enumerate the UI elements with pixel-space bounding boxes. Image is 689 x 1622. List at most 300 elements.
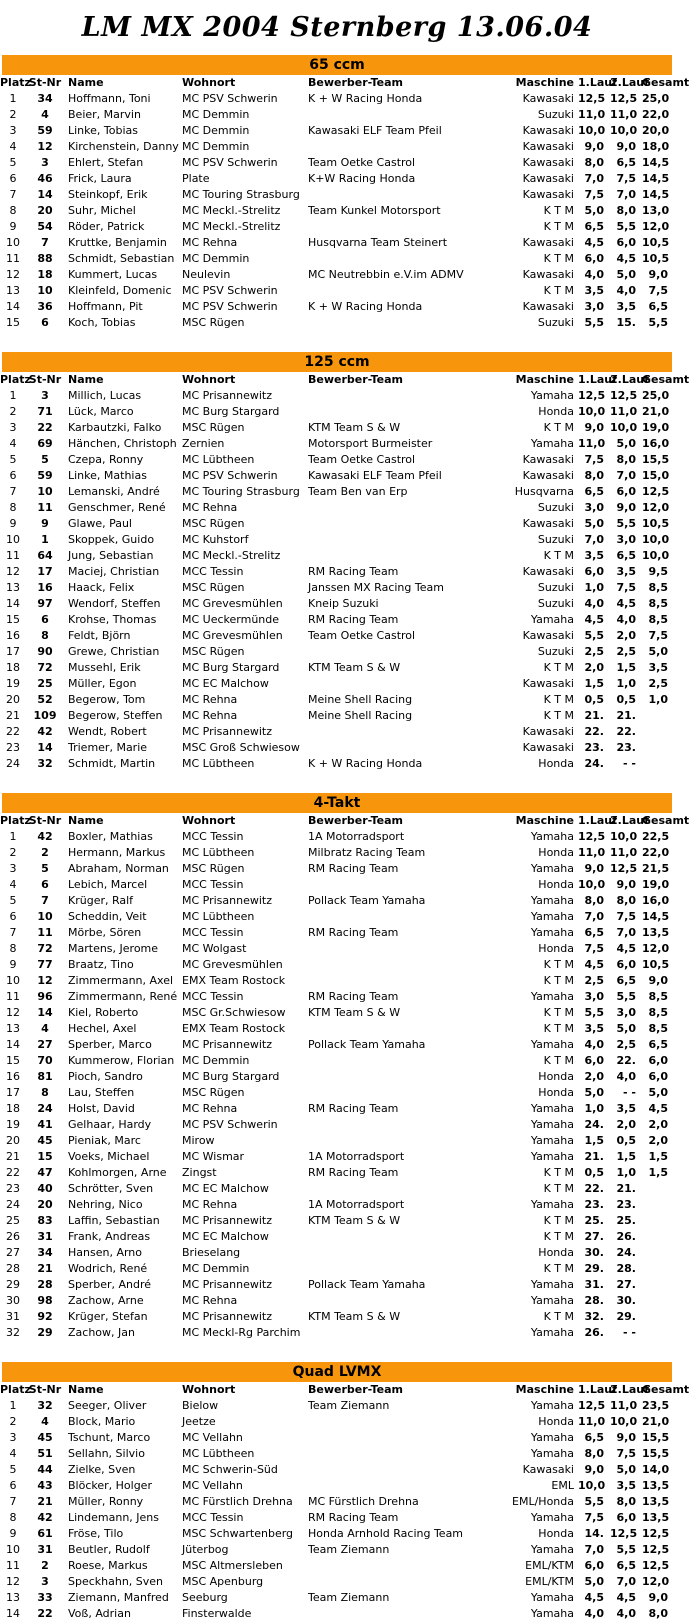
cell-start-number: 17 xyxy=(37,565,53,578)
cell-maschine: Kawasaki xyxy=(522,725,574,738)
cell-wohnort: MSC Rügen xyxy=(182,316,245,329)
cell-team: Pollack Team Yamaha xyxy=(308,1038,426,1051)
cell-name: Wodrich, René xyxy=(68,1262,148,1275)
cell-platz: 4 xyxy=(9,878,17,891)
cell-name: Hoffmann, Pit xyxy=(68,300,143,313)
cell-team: RM Racing Team xyxy=(308,990,399,1003)
table-row xyxy=(0,404,674,420)
cell-name: Karbautzki, Falko xyxy=(68,421,162,434)
cell-wohnort: MSC Rügen xyxy=(182,421,245,434)
table-row xyxy=(0,1229,674,1245)
cell-wohnort: MC Prisannewitz xyxy=(182,389,273,402)
column-header-wohnort: Wohnort xyxy=(182,1383,236,1396)
cell-wohnort: MC Ueckermünde xyxy=(182,613,280,626)
cell-name: Hoffmann, Toni xyxy=(68,92,151,105)
cell-name: Lück, Marco xyxy=(68,405,134,418)
table-header-row xyxy=(0,75,674,91)
cell-name: Kummerow, Florian xyxy=(68,1054,175,1067)
table-row xyxy=(0,660,674,676)
cell-lauf2: - - xyxy=(623,1086,636,1099)
cell-team: RM Racing Team xyxy=(308,565,399,578)
cell-lauf2: 23. xyxy=(616,741,636,754)
cell-name: Schmidt, Sebastian xyxy=(68,252,175,265)
table-row xyxy=(0,724,674,740)
cell-lauf1: 5,5 xyxy=(584,316,604,329)
cell-start-number: 34 xyxy=(37,1246,53,1259)
cell-lauf1: 5,0 xyxy=(584,1086,604,1099)
cell-maschine: K T M xyxy=(543,1262,574,1275)
cell-team xyxy=(306,1229,476,1245)
cell-platz: 24 xyxy=(6,1198,20,1211)
table-row xyxy=(0,1430,674,1446)
cell-team xyxy=(306,1053,476,1069)
cell-lauf2: - - xyxy=(623,1326,636,1339)
cell-team: K + W Racing Honda xyxy=(308,92,423,105)
column-header-wohnort: Wohnort xyxy=(182,76,236,89)
cell-team: 1A Motorradsport xyxy=(308,1198,405,1211)
cell-lauf2: 28. xyxy=(616,1262,636,1275)
column-header-gesamt: Gesamt xyxy=(642,373,689,386)
cell-maschine: Yamaha xyxy=(530,1326,574,1339)
cell-platz: 23 xyxy=(6,741,20,754)
cell-platz: 1 xyxy=(9,389,17,402)
cell-lauf1: 5,0 xyxy=(584,1575,604,1588)
cell-start-number: 3 xyxy=(41,156,49,169)
cell-gesamt: 13,0 xyxy=(642,204,670,217)
cell-start-number: 20 xyxy=(37,1198,53,1211)
cell-lauf1: 2,5 xyxy=(584,645,604,658)
cell-lauf2: 27. xyxy=(616,1278,636,1291)
cell-lauf2: 7,5 xyxy=(616,172,636,185)
cell-platz: 14 xyxy=(6,300,20,313)
cell-lauf2: 21. xyxy=(616,709,636,722)
cell-wohnort: Mirow xyxy=(182,1134,215,1147)
cell-maschine: Honda xyxy=(538,1086,574,1099)
cell-lauf2: 30. xyxy=(616,1294,636,1307)
cell-wohnort: MC Demmin xyxy=(182,108,250,121)
cell-wohnort: MC Prisannewitz xyxy=(182,1278,273,1291)
cell-gesamt: 15,5 xyxy=(642,453,670,466)
cell-gesamt: 14,5 xyxy=(642,156,670,169)
cell-maschine: Yamaha xyxy=(530,1399,574,1412)
column-header-start-number: St-Nr xyxy=(28,814,62,827)
cell-platz: 12 xyxy=(6,268,20,281)
cell-platz: 10 xyxy=(6,533,20,546)
cell-start-number: 41 xyxy=(37,1118,53,1131)
cell-platz: 16 xyxy=(6,629,20,642)
cell-team xyxy=(306,516,476,532)
cell-team xyxy=(306,724,476,740)
cell-team xyxy=(306,1021,476,1037)
cell-maschine: Yamaha xyxy=(530,437,574,450)
cell-wohnort: MC Grevesmühlen xyxy=(182,958,283,971)
cell-maschine: Kawasaki xyxy=(522,188,574,201)
cell-start-number: 9 xyxy=(41,517,49,530)
table-header-row xyxy=(0,813,674,829)
cell-team xyxy=(306,1446,476,1462)
cell-wohnort: MC Rehna xyxy=(182,709,238,722)
cell-start-number: 32 xyxy=(37,1399,53,1412)
table-header-row xyxy=(0,1382,674,1398)
cell-team: KTM Team S & W xyxy=(308,1310,401,1323)
cell-platz: 1 xyxy=(9,1399,17,1412)
table-row xyxy=(0,107,674,123)
cell-lauf2: 8,0 xyxy=(616,204,636,217)
cell-gesamt: 13,5 xyxy=(642,1479,670,1492)
cell-platz: 19 xyxy=(6,677,20,690)
table-row xyxy=(0,1309,674,1325)
cell-team xyxy=(306,548,476,564)
cell-name: Suhr, Michel xyxy=(68,204,136,217)
cell-name: Voeks, Michael xyxy=(68,1150,150,1163)
cell-platz: 2 xyxy=(9,405,17,418)
cell-name: Kleinfeld, Domenic xyxy=(68,284,172,297)
cell-lauf1: 4,5 xyxy=(584,958,604,971)
cell-maschine: Kawasaki xyxy=(522,268,574,281)
cell-lauf1: 6,5 xyxy=(584,485,604,498)
cell-platz: 6 xyxy=(9,910,17,923)
cell-gesamt xyxy=(642,1229,674,1245)
cell-maschine: EML/KTM xyxy=(525,1575,574,1588)
cell-start-number: 25 xyxy=(37,677,53,690)
column-header-maschine: Maschine xyxy=(515,373,574,386)
cell-maschine: Yamaha xyxy=(530,613,574,626)
cell-platz: 8 xyxy=(9,942,17,955)
cell-name: Lau, Steffen xyxy=(68,1086,135,1099)
cell-start-number: 4 xyxy=(41,1415,49,1428)
cell-start-number: 2 xyxy=(41,1559,49,1572)
cell-wohnort: MSC Rügen xyxy=(182,1086,245,1099)
column-header-lauf1: 1.Lauf xyxy=(578,814,617,827)
cell-wohnort: MC EC Malchow xyxy=(182,1230,269,1243)
cell-maschine: K T M xyxy=(543,252,574,265)
cell-start-number: 5 xyxy=(41,453,49,466)
cell-team: KTM Team S & W xyxy=(308,1214,401,1227)
cell-maschine: Kawasaki xyxy=(522,565,574,578)
cell-gesamt: 10,5 xyxy=(642,517,670,530)
cell-team xyxy=(306,1430,476,1446)
cell-team: KTM Team S & W xyxy=(308,1006,401,1019)
column-header-gesamt: Gesamt xyxy=(642,76,689,89)
column-header-start-number: St-Nr xyxy=(28,76,62,89)
cell-gesamt: 14,0 xyxy=(642,1463,670,1476)
cell-start-number: 4 xyxy=(41,1022,49,1035)
cell-maschine: K T M xyxy=(543,974,574,987)
cell-wohnort: MC PSV Schwerin xyxy=(182,1118,278,1131)
table-row xyxy=(0,612,674,628)
cell-lauf1: 21. xyxy=(584,709,604,722)
cell-maschine: Kawasaki xyxy=(522,92,574,105)
cell-name: Röder, Patrick xyxy=(68,220,145,233)
cell-start-number: 2 xyxy=(41,846,49,859)
cell-platz: 28 xyxy=(6,1262,20,1275)
cell-start-number: 32 xyxy=(37,757,53,770)
cell-lauf1: 6,0 xyxy=(584,252,604,265)
cell-start-number: 5 xyxy=(41,862,49,875)
cell-gesamt: 16,0 xyxy=(642,437,670,450)
table-row xyxy=(0,973,674,989)
cell-lauf2: 6,0 xyxy=(616,485,636,498)
cell-wohnort: MC Burg Stargard xyxy=(182,1070,280,1083)
cell-lauf2: 4,5 xyxy=(616,942,636,955)
cell-lauf2: 3,5 xyxy=(616,1102,636,1115)
cell-wohnort: MC Demmin xyxy=(182,1054,250,1067)
cell-lauf1: 12,5 xyxy=(578,830,606,843)
cell-name: Roese, Markus xyxy=(68,1559,148,1572)
cell-lauf2: 6,5 xyxy=(616,1559,636,1572)
cell-wohnort: MC Wismar xyxy=(182,1150,245,1163)
cell-lauf2: 1,0 xyxy=(616,1166,636,1179)
cell-gesamt: 2,0 xyxy=(648,1134,668,1147)
table-row xyxy=(0,1398,674,1414)
cell-name: Krüger, Ralf xyxy=(68,894,134,907)
cell-name: Zimmermann, Axel xyxy=(68,974,174,987)
cell-name: Jung, Sebastian xyxy=(68,549,154,562)
cell-lauf1: 9,0 xyxy=(584,421,604,434)
cell-gesamt: 8,5 xyxy=(648,1006,668,1019)
cell-gesamt: 1,0 xyxy=(648,693,668,706)
table-row xyxy=(0,708,674,724)
cell-lauf2: 10,0 xyxy=(610,830,638,843)
cell-lauf1: 3,5 xyxy=(584,549,604,562)
results-table xyxy=(0,75,689,331)
cell-name: Seeger, Oliver xyxy=(68,1399,147,1412)
cell-platz: 4 xyxy=(9,140,17,153)
cell-maschine: Yamaha xyxy=(530,1511,574,1524)
cell-maschine: Honda xyxy=(538,1415,574,1428)
cell-gesamt: 13,5 xyxy=(642,1495,670,1508)
cell-lauf2: 7,5 xyxy=(616,1447,636,1460)
cell-wohnort: MC Prisannewitz xyxy=(182,1214,273,1227)
cell-platz: 27 xyxy=(6,1246,20,1259)
cell-wohnort: MC Rehna xyxy=(182,501,238,514)
cell-wohnort: MC PSV Schwerin xyxy=(182,300,278,313)
cell-wohnort: MC Rehna xyxy=(182,693,238,706)
cell-start-number: 47 xyxy=(37,1166,53,1179)
cell-team: 1A Motorradsport xyxy=(308,830,405,843)
cell-start-number: 52 xyxy=(37,693,53,706)
cell-start-number: 46 xyxy=(37,172,53,185)
cell-maschine: K T M xyxy=(543,284,574,297)
cell-start-number: 11 xyxy=(37,501,53,514)
cell-gesamt: 22,5 xyxy=(642,830,670,843)
column-header-team: Bewerber-Team xyxy=(308,1383,403,1396)
cell-team: Kawasaki ELF Team Pfeil xyxy=(308,469,442,482)
cell-gesamt: 10,0 xyxy=(642,533,670,546)
cell-maschine: Yamaha xyxy=(530,1591,574,1604)
cell-platz: 14 xyxy=(6,597,20,610)
cell-maschine: Kawasaki xyxy=(522,156,574,169)
cell-platz: 3 xyxy=(9,421,17,434)
cell-platz: 11 xyxy=(6,549,20,562)
cell-team: RM Racing Team xyxy=(308,1102,399,1115)
cell-maschine: Kawasaki xyxy=(522,453,574,466)
cell-lauf2: 21. xyxy=(616,1182,636,1195)
cell-team xyxy=(306,1133,476,1149)
cell-wohnort: Neulevin xyxy=(182,268,231,281)
cell-maschine: EML/KTM xyxy=(525,1559,574,1572)
cell-maschine: Yamaha xyxy=(530,1198,574,1211)
table-row xyxy=(0,893,674,909)
cell-start-number: 83 xyxy=(37,1214,53,1227)
cell-gesamt xyxy=(642,1245,674,1261)
cell-platz: 14 xyxy=(6,1038,20,1051)
cell-maschine: Kawasaki xyxy=(522,124,574,137)
cell-lauf1: 4,5 xyxy=(584,1591,604,1604)
column-header-name: Name xyxy=(68,373,104,386)
cell-wohnort: MC Rehna xyxy=(182,1102,238,1115)
table-row xyxy=(0,628,674,644)
cell-team xyxy=(306,251,476,267)
cell-lauf1: 7,0 xyxy=(584,1543,604,1556)
cell-maschine: Honda xyxy=(538,1527,574,1540)
cell-name: Kirchenstein, Danny xyxy=(68,140,179,153)
cell-team: Honda Arnhold Racing Team xyxy=(308,1527,464,1540)
cell-team xyxy=(306,740,476,756)
cell-wohnort: MC PSV Schwerin xyxy=(182,92,278,105)
class-section xyxy=(0,352,689,772)
cell-lauf1: 23. xyxy=(584,741,604,754)
cell-gesamt: 25,0 xyxy=(642,92,670,105)
cell-maschine: Kawasaki xyxy=(522,140,574,153)
table-row xyxy=(0,1213,674,1229)
cell-name: Beutler, Rudolf xyxy=(68,1543,150,1556)
cell-lauf1: 14. xyxy=(584,1527,604,1540)
cell-lauf1: 28. xyxy=(584,1294,604,1307)
cell-wohnort: MSC Rügen xyxy=(182,517,245,530)
cell-start-number: 42 xyxy=(37,830,53,843)
cell-gesamt: 21,0 xyxy=(642,1415,670,1428)
cell-start-number: 34 xyxy=(37,92,53,105)
cell-wohnort: MSC Altmersleben xyxy=(182,1559,283,1572)
cell-team xyxy=(306,283,476,299)
cell-maschine: Yamaha xyxy=(530,1134,574,1147)
cell-lauf2: 5,5 xyxy=(616,517,636,530)
cell-team xyxy=(306,404,476,420)
cell-name: Hänchen, Christoph xyxy=(68,437,177,450)
table-row xyxy=(0,1574,674,1590)
cell-lauf2: 4,5 xyxy=(616,1591,636,1604)
cell-lauf1: 0,5 xyxy=(584,1166,604,1179)
cell-team: KTM Team S & W xyxy=(308,421,401,434)
cell-platz: 20 xyxy=(6,1134,20,1147)
cell-start-number: 20 xyxy=(37,204,53,217)
cell-name: Schmidt, Martin xyxy=(68,757,156,770)
cell-name: Blöcker, Holger xyxy=(68,1479,152,1492)
table-header-row xyxy=(0,372,674,388)
cell-gesamt: 21,0 xyxy=(642,405,670,418)
cell-maschine: Yamaha xyxy=(530,1118,574,1131)
cell-gesamt xyxy=(642,740,674,756)
cell-lauf1: 2,0 xyxy=(584,1070,604,1083)
cell-platz: 1 xyxy=(9,830,17,843)
cell-lauf2: 2,0 xyxy=(616,1118,636,1131)
cell-start-number: 12 xyxy=(37,974,53,987)
cell-lauf2: 6,5 xyxy=(616,156,636,169)
cell-name: Linke, Tobias xyxy=(68,124,138,137)
cell-name: Haack, Felix xyxy=(68,581,135,594)
cell-gesamt xyxy=(642,1325,674,1341)
cell-start-number: 15 xyxy=(37,1150,53,1163)
cell-wohnort: MC Vellahn xyxy=(182,1479,243,1492)
cell-gesamt: 12,0 xyxy=(642,501,670,514)
column-header-gesamt: Gesamt xyxy=(642,1383,689,1396)
cell-start-number: 4 xyxy=(41,108,49,121)
cell-gesamt: 8,5 xyxy=(648,1022,668,1035)
cell-gesamt: 3,5 xyxy=(648,661,668,674)
column-header-name: Name xyxy=(68,76,104,89)
cell-lauf1: 12,5 xyxy=(578,92,606,105)
cell-gesamt: 8,5 xyxy=(648,613,668,626)
cell-name: Maciej, Christian xyxy=(68,565,160,578)
cell-lauf2: 12,5 xyxy=(610,1527,638,1540)
cell-start-number: 29 xyxy=(37,1326,53,1339)
class-section xyxy=(0,55,689,331)
cell-platz: 5 xyxy=(9,894,17,907)
cell-name: Frank, Andreas xyxy=(68,1230,151,1243)
cell-gesamt: 12,5 xyxy=(642,1527,670,1540)
cell-platz: 29 xyxy=(6,1278,20,1291)
cell-wohnort: MC Lübtheen xyxy=(182,846,255,859)
cell-maschine: K T M xyxy=(543,1022,574,1035)
class-section xyxy=(0,793,689,1341)
cell-name: Czepa, Ronny xyxy=(68,453,144,466)
cell-wohnort: MSC Rügen xyxy=(182,581,245,594)
cell-lauf1: 12,5 xyxy=(578,1399,606,1412)
cell-wohnort: Brieselang xyxy=(182,1246,241,1259)
table-row xyxy=(0,1149,674,1165)
cell-gesamt: 14,5 xyxy=(642,172,670,185)
cell-gesamt: 20,0 xyxy=(642,124,670,137)
table-row xyxy=(0,1590,674,1606)
cell-lauf2: 5,0 xyxy=(616,268,636,281)
cell-lauf2: 1,0 xyxy=(616,677,636,690)
cell-lauf1: 3,5 xyxy=(584,1022,604,1035)
cell-platz: 7 xyxy=(9,1495,17,1508)
cell-platz: 13 xyxy=(6,284,20,297)
cell-gesamt: 15,0 xyxy=(642,469,670,482)
table-row xyxy=(0,155,674,171)
cell-lauf2: 5,0 xyxy=(616,437,636,450)
cell-lauf1: 4,0 xyxy=(584,597,604,610)
cell-lauf2: 8,0 xyxy=(616,1495,636,1508)
cell-lauf1: 9,0 xyxy=(584,862,604,875)
cell-gesamt xyxy=(642,1181,674,1197)
cell-name: Voß, Adrian xyxy=(68,1607,131,1620)
cell-platz: 11 xyxy=(6,252,20,265)
cell-start-number: 6 xyxy=(41,878,49,891)
table-row xyxy=(0,299,674,315)
cell-team: KTM Team S & W xyxy=(308,661,401,674)
cell-lauf2: 2,5 xyxy=(616,645,636,658)
cell-team: Team Oetke Castrol xyxy=(308,629,416,642)
cell-lauf1: 1,5 xyxy=(584,677,604,690)
cell-start-number: 7 xyxy=(41,236,49,249)
cell-gesamt: 12,5 xyxy=(642,485,670,498)
cell-name: Müller, Egon xyxy=(68,677,137,690)
cell-platz: 10 xyxy=(6,236,20,249)
cell-lauf1: 26. xyxy=(584,1326,604,1339)
cell-name: Nehring, Nico xyxy=(68,1198,143,1211)
cell-gesamt xyxy=(642,1213,674,1229)
table-row xyxy=(0,957,674,973)
cell-maschine: Suzuki xyxy=(537,581,574,594)
cell-platz: 6 xyxy=(9,1479,17,1492)
cell-team: RM Racing Team xyxy=(308,1166,399,1179)
cell-lauf1: 7,5 xyxy=(584,188,604,201)
cell-lauf2: 22. xyxy=(616,1054,636,1067)
cell-lauf1: 6,5 xyxy=(584,220,604,233)
